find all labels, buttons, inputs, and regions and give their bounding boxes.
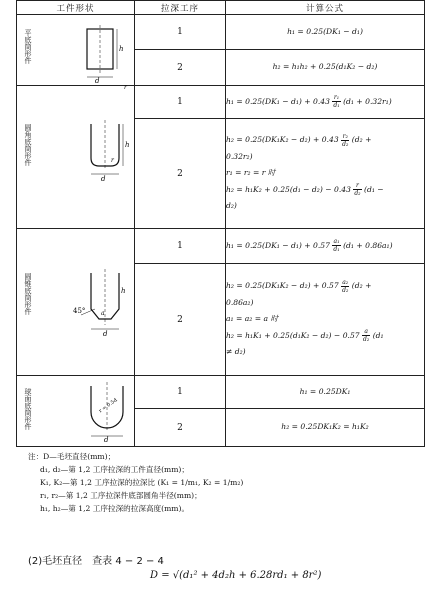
shape-mark: d [104, 436, 109, 442]
formula: h₁ = 0.25(DK₁ − d₁) [226, 15, 425, 50]
shape-mark: a [101, 310, 105, 317]
note-item: r₁, r₂—第 1,2 工序拉深件底部圆角半径(mm)； [40, 491, 202, 500]
shape-mark: d [101, 175, 106, 182]
svg-text:r: r [124, 84, 127, 91]
formula: h₂ = 0.25(DK₁K₂ − d₂) + 0.57 $\frac{\text{a₂}}{\text{d₂}}$ (d₂ + 0.86a₂) a₁ = a₂ = a 时 h₂ = h₁K₁ + 0.25(d₁K₂ − d₂) − 0.57 $\frac{a}{\text{d₂}}$ (d₁ ≠ d₂) [226, 264, 425, 376]
shape-mark: d [95, 77, 100, 83]
header-step: 拉深工序 [135, 1, 226, 15]
step-number: 1 [135, 376, 226, 409]
note-item: d₁, d₂—第 1,2 工序拉深的工件直径(mm)； [40, 465, 189, 474]
formula: h₂ = 0.25(DK₁K₂ − d₂) + 0.43 $\frac{\text{r₂}}{\text{d₂}}$ (d₂ + 0.32r₂) r₁ = r₂ = r 时 h₂ = h₁K₂ + 0.25(d₁ − d₂) − 0.43 $\frac{r}{\text{d₂}}$ (d₁ − d₂) [226, 119, 425, 229]
header-formula: 计算公式 [226, 1, 425, 15]
shape-mark: r = 0.5d [97, 397, 119, 415]
fraction: $\frac{\text{r₁}}{\text{d₁}}$ [333, 94, 340, 110]
header-shape: 工件形状 [17, 1, 135, 15]
table-row [17, 15, 425, 50]
formula: h₁ = 0.25(DK₁ − d₁) + 0.57 $\frac{\text{a₁}}{\text{d₁}}$ (d₁ + 0.86a₁) [226, 229, 425, 264]
table-row [17, 229, 425, 264]
shape-cell-flat [17, 15, 135, 91]
blank-diameter-equation: D = √(d₁² + 4d₂h + 6.28rd₁ + 8r²) [150, 570, 322, 581]
note-item: h₁, h₂—第 1,2 工序拉深的拉深高度(mm)。 [40, 504, 190, 513]
step-number: 1 [135, 15, 226, 50]
conical-bottom-cup-diagram [73, 269, 133, 337]
shape-label: 圆锥底筒形件 [24, 273, 32, 315]
step-number: 2 [135, 119, 226, 229]
note-lead: 注：D—毛坯直径(mm)； [28, 452, 116, 461]
step-number: 2 [135, 50, 226, 86]
flat-bottom-cup-diagram [79, 25, 127, 83]
shape-mark: h [125, 141, 130, 149]
shape-mark: r [111, 157, 114, 164]
shape-mark: h [119, 45, 124, 53]
table-row [17, 86, 425, 119]
shape-mark: d [103, 330, 108, 337]
shape-mark: h [121, 287, 126, 295]
rounded-bottom-cup-diagram [83, 120, 131, 182]
shape-label: 平底筒形件 [24, 29, 32, 64]
table-notes [28, 450, 428, 515]
formula: h₂ = 0.25DK₁K₂ = h₁K₂ [226, 409, 425, 447]
table-header-row [17, 1, 425, 15]
spherical-bottom-cup-diagram [81, 382, 131, 442]
shape-mark: 45° [73, 307, 86, 315]
note-item: K₁, K₂—第 1,2 工序拉深的拉深比 (K₁ = 1/m₁, K₂ = 1/m₂) [40, 478, 244, 487]
formula-table [16, 0, 425, 447]
step-number: 1 [135, 229, 226, 264]
step-number: 1 [135, 86, 226, 119]
section-heading: (2)毛坯直径 查表 4 − 2 − 4 [28, 556, 164, 567]
formula: h₁ = 0.25DK₁ [226, 376, 425, 409]
step-number: 2 [135, 264, 226, 376]
step-number: 2 [135, 409, 226, 447]
shape-label: 球面底筒形件 [24, 388, 32, 430]
formula: h₁ = 0.25(DK₁ − d₁) + 0.43 $\frac{\text{r₁}}{\text{d₁}}$ (d₁ + 0.32r₁) [226, 86, 425, 119]
formula: h₂ = h₁h₂ + 0.25(d₁K₂ − d₂) [226, 50, 425, 86]
shape-label: 圆角底筒形件 [24, 124, 32, 166]
shape-cell-conical [17, 229, 135, 376]
table-row [17, 376, 425, 409]
shape-cell-spherical [17, 376, 135, 447]
shape-cell-rounded [17, 86, 135, 229]
